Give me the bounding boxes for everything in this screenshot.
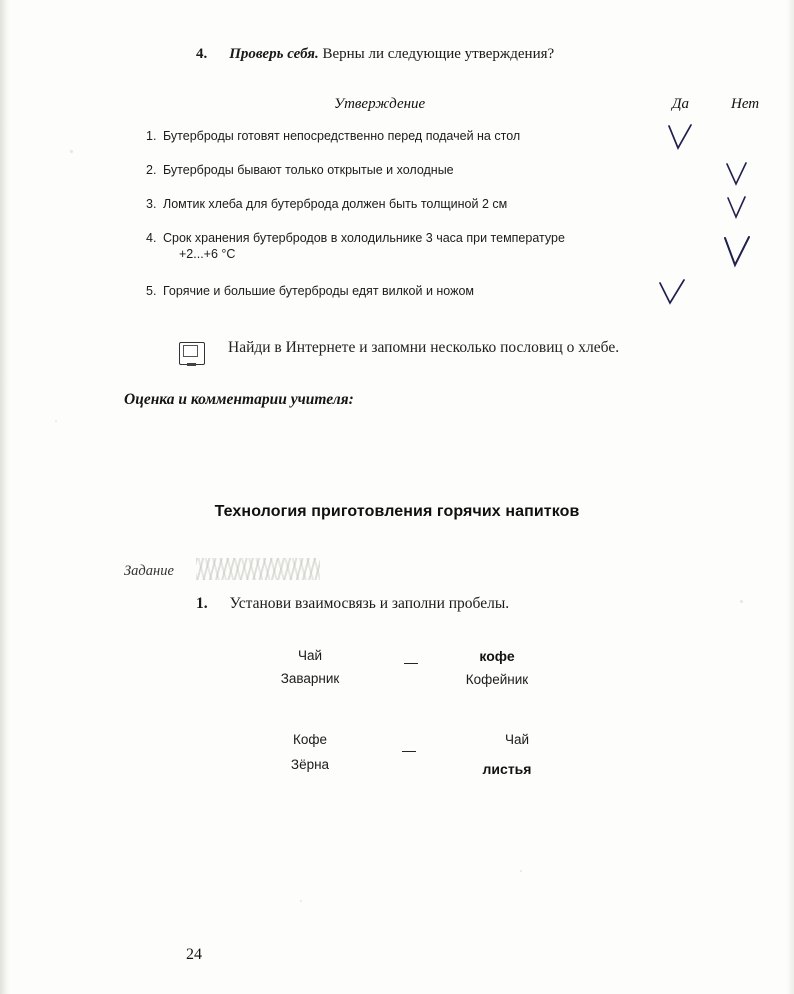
section-title: Технология приготовления горячих напитков — [214, 503, 580, 520]
pair-2-right-bottom[interactable]: листья — [482, 761, 532, 777]
pair-1-left-top: Чай — [297, 648, 323, 663]
pair-1-left-bottom: Заварник — [280, 671, 340, 686]
checkmark-statement-4-no[interactable] — [722, 236, 754, 270]
scan-speck — [55, 420, 57, 422]
pair-1-right-top[interactable]: кофе — [479, 648, 515, 664]
statement-text — [163, 230, 646, 262]
statement-index: 1. — [146, 129, 157, 143]
task-1 — [196, 595, 509, 613]
column-header-yes: Да — [672, 96, 690, 112]
scan-speck — [70, 150, 73, 153]
statement-text: Горячие и большие бутерброды едят вилкой и ножом — [163, 284, 475, 298]
pair-2-dash: — — [402, 742, 416, 758]
statement-row[interactable] — [146, 128, 646, 144]
pair-2-left-top: Кофе — [293, 732, 327, 747]
checkmark-statement-3-no[interactable] — [725, 196, 751, 222]
scan-speck — [520, 870, 522, 872]
statement-text-line1: Срок хранения бутербродов в холодильнике 3 часа при температуре — [163, 231, 565, 245]
statement-index: 5. — [146, 284, 157, 298]
exercise-4-heading — [196, 46, 656, 63]
computer-monitor-icon — [179, 339, 205, 369]
checkmark-statement-5-yes[interactable] — [658, 279, 688, 307]
column-header-no: Нет — [731, 96, 760, 112]
statement-text: Ломтик хлеба для бутерброда должен быть толщиной 2 см — [163, 197, 508, 211]
statement-row[interactable] — [146, 196, 646, 212]
pair-1-right-bottom: Кофейник — [465, 672, 529, 687]
statement-row[interactable] — [146, 230, 646, 262]
statement-text: Бутерброды бывают только открытые и холодные — [163, 163, 454, 177]
pair-1-dash: — — [404, 654, 418, 670]
statement-text-line2: +2...+6 °С — [179, 247, 236, 261]
checkmark-statement-2-no[interactable] — [725, 162, 751, 188]
column-header-statement: Утверждение — [334, 96, 426, 112]
pair-2-left-bottom: Зёрна — [290, 757, 330, 772]
scan-speck — [740, 600, 743, 603]
scan-edge-left — [0, 0, 10, 994]
exercise-4-emphasis: Проверь себя. — [229, 46, 319, 62]
statement-row[interactable] — [146, 283, 646, 299]
exercise-4-prompt: Верны ли следующие утверждения? — [318, 46, 555, 62]
checkmark-statement-1-yes[interactable] — [666, 124, 696, 152]
scan-smudge — [196, 558, 320, 580]
statement-index: 2. — [146, 163, 157, 177]
teacher-note-label: Оценка и комментарии учителя: — [124, 391, 354, 408]
scan-speck — [300, 900, 302, 902]
task-1-text: Установи взаимосвязь и заполни пробелы. — [229, 595, 510, 612]
scan-edge-right — [786, 0, 794, 994]
pair-2-right-top: Чай — [504, 732, 530, 747]
internet-task-text: Найди в Интернете и запомни несколько пословиц о хлебе. — [228, 339, 620, 356]
statement-index: 4. — [146, 231, 157, 245]
task-1-number: 1. — [196, 595, 208, 612]
statement-index: 3. — [146, 197, 157, 211]
zadanie-label: Задание — [124, 563, 174, 579]
exercise-4-number: 4. — [196, 46, 208, 62]
page-number: 24 — [186, 946, 202, 963]
statement-list — [146, 128, 646, 299]
statement-row[interactable] — [146, 162, 646, 178]
statement-text: Бутерброды готовят непосредственно перед подачей на стол — [163, 129, 521, 143]
